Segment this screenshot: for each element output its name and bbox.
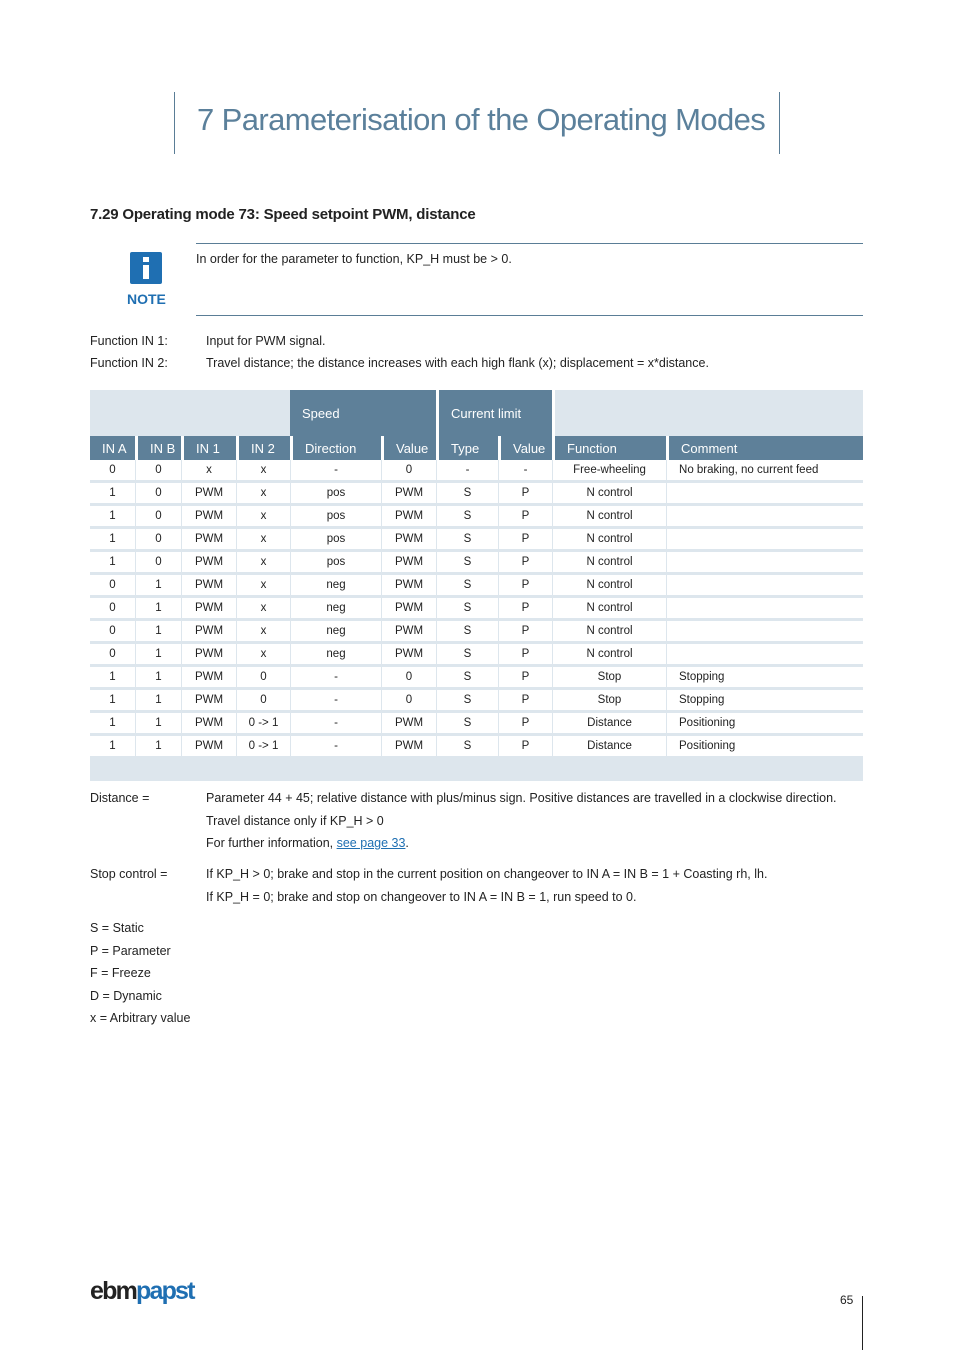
table-cell: [666, 575, 863, 598]
table-cell: N control: [552, 621, 666, 644]
table-row: [90, 690, 863, 713]
table-row: [90, 529, 863, 552]
table-cell: 1: [135, 736, 181, 759]
distance-line-3: [206, 832, 837, 855]
table-cell: PWM: [381, 713, 436, 736]
function-in2-text: Travel distance; the distance increases with each high flank (x); displacement = x*distance.: [206, 356, 709, 370]
table-cell: S: [436, 529, 498, 552]
table-cell: 1: [135, 598, 181, 621]
section-title: 7.29 Operating mode 73: Speed setpoint PWM, distance: [90, 206, 476, 223]
table-cell: 1: [135, 690, 181, 713]
group-header-empty: [90, 390, 290, 436]
table-cell: PWM: [181, 713, 236, 736]
table-cell: P: [498, 667, 552, 690]
table-cell: Stopping: [666, 667, 863, 690]
table-cell: 1: [90, 713, 135, 736]
table-cell: 1: [90, 529, 135, 552]
table-cell: S: [436, 621, 498, 644]
distance-line-3-suffix: .: [405, 836, 409, 850]
table-row: [90, 598, 863, 621]
table-cell: No braking, no current feed: [666, 460, 863, 483]
table-cell: neg: [290, 621, 381, 644]
table-cell: 1: [90, 552, 135, 575]
table-cell: 0: [90, 460, 135, 483]
table-cell: 0: [236, 690, 290, 713]
col-header-in-b: IN B: [135, 436, 181, 460]
legend-item: F = Freeze: [90, 966, 151, 980]
info-icon-dot: [143, 257, 149, 262]
note-label: NOTE: [127, 291, 166, 307]
table-cell: P: [498, 483, 552, 506]
table-cell: x: [236, 460, 290, 483]
col-header-comment: Comment: [666, 436, 863, 460]
table-footer: [90, 759, 863, 781]
table-cell: PWM: [181, 644, 236, 667]
table-cell: 0: [135, 552, 181, 575]
table-cell: 1: [135, 644, 181, 667]
table-cell: x: [236, 644, 290, 667]
table-cell: neg: [290, 598, 381, 621]
table-cell: -: [290, 667, 381, 690]
note-text: In order for the parameter to function, KP_H must be > 0.: [196, 252, 512, 266]
table-cell: 0 -> 1: [236, 736, 290, 759]
table-cell: x: [236, 529, 290, 552]
table-row: [90, 552, 863, 575]
table-cell: PWM: [181, 529, 236, 552]
page-number: 65: [840, 1293, 854, 1307]
table-cell: Stop: [552, 667, 666, 690]
table-cell: Stopping: [666, 690, 863, 713]
col-header-in-2: IN 2: [236, 436, 290, 460]
table-cell: pos: [290, 552, 381, 575]
table-cell: PWM: [381, 644, 436, 667]
table-cell: PWM: [181, 483, 236, 506]
table-cell: [666, 552, 863, 575]
table-cell: S: [436, 690, 498, 713]
table-cell: PWM: [381, 529, 436, 552]
table-cell: 0: [135, 483, 181, 506]
legend-item: S = Static: [90, 921, 144, 935]
stop-control-label: Stop control =: [90, 867, 168, 881]
table-cell: x: [236, 598, 290, 621]
operating-mode-table: [90, 390, 863, 781]
legend-item: x = Arbitrary value: [90, 1011, 191, 1025]
table-cell: [666, 529, 863, 552]
table-cell: 0: [135, 460, 181, 483]
table-body: [90, 460, 863, 759]
table-cell: 0: [236, 667, 290, 690]
table-cell: 1: [135, 667, 181, 690]
table-cell: P: [498, 644, 552, 667]
col-header-direction: Direction: [290, 436, 381, 460]
col-header-in-a: IN A: [90, 436, 135, 460]
group-header-speed: Speed: [290, 390, 436, 436]
table-cell: 0: [90, 644, 135, 667]
table-cell: N control: [552, 552, 666, 575]
col-header-type: Type: [436, 436, 498, 460]
table-cell: P: [498, 575, 552, 598]
table-cell: 0: [135, 529, 181, 552]
table-cell: neg: [290, 575, 381, 598]
table-cell: PWM: [381, 621, 436, 644]
distance-line-3-prefix: For further information,: [206, 836, 337, 850]
page-rule: [862, 1296, 863, 1350]
table-cell: -: [290, 713, 381, 736]
table-cell: neg: [290, 644, 381, 667]
table-cell: P: [498, 713, 552, 736]
distance-label: Distance =: [90, 791, 150, 805]
table-cell: 0: [381, 690, 436, 713]
table-row: [90, 736, 863, 759]
table-cell: PWM: [381, 736, 436, 759]
table-cell: S: [436, 575, 498, 598]
table-cell: N control: [552, 598, 666, 621]
legend-item: P = Parameter: [90, 943, 171, 958]
table-cell: -: [498, 460, 552, 483]
table-cell: 0 -> 1: [236, 713, 290, 736]
table-cell: N control: [552, 575, 666, 598]
table-cell: -: [290, 690, 381, 713]
table-cell: x: [181, 460, 236, 483]
table-cell: PWM: [181, 690, 236, 713]
table-cell: P: [498, 506, 552, 529]
table-row: [90, 460, 863, 483]
distance-line-1: Parameter 44 + 45; relative distance with plus/minus sign. Positive distances are travelled in a clockwise direction.: [206, 791, 837, 805]
table-cell: [666, 483, 863, 506]
table-cell: Positioning: [666, 713, 863, 736]
table-cell: S: [436, 667, 498, 690]
table-cell: N control: [552, 644, 666, 667]
table-cell: 0: [90, 575, 135, 598]
table-cell: [666, 644, 863, 667]
col-header-current-value: Value: [498, 436, 552, 460]
table-cell: x: [236, 621, 290, 644]
col-header-in-1: IN 1: [181, 436, 236, 460]
group-header-current-limit: Current limit: [436, 390, 552, 436]
table-row: [90, 506, 863, 529]
function-in2-label: Function IN 2:: [90, 356, 168, 370]
chapter-title: 7 Parameterisation of the Operating Modes: [197, 102, 766, 137]
col-header-function: Function: [552, 436, 666, 460]
table-cell: P: [498, 736, 552, 759]
stop-control-line-1: If KP_H > 0; brake and stop in the current position on changeover to IN A = IN B = 1 + Coasting rh, lh.: [206, 867, 768, 881]
table-cell: -: [436, 460, 498, 483]
table-cell: 1: [135, 713, 181, 736]
table-cell: 1: [90, 736, 135, 759]
table-group-header-row: [90, 390, 863, 436]
table-row: [90, 621, 863, 644]
chapter-header: [174, 92, 780, 154]
table-header-row: [90, 436, 863, 460]
table-cell: pos: [290, 529, 381, 552]
table-cell: 0: [381, 460, 436, 483]
table-cell: 0: [90, 598, 135, 621]
col-header-speed-value: Value: [381, 436, 436, 460]
table-row: [90, 713, 863, 736]
distance-text: [206, 787, 837, 855]
table-cell: 1: [90, 667, 135, 690]
table-cell: [666, 506, 863, 529]
table-cell: [666, 621, 863, 644]
table-cell: 1: [90, 690, 135, 713]
table-cell: pos: [290, 483, 381, 506]
table-cell: S: [436, 506, 498, 529]
table-cell: S: [436, 598, 498, 621]
function-in1-label: Function IN 1:: [90, 334, 168, 348]
table-cell: PWM: [381, 506, 436, 529]
table-row: [90, 644, 863, 667]
table-cell: Stop: [552, 690, 666, 713]
table-cell: Free-wheeling: [552, 460, 666, 483]
table-cell: 1: [135, 621, 181, 644]
table-cell: x: [236, 552, 290, 575]
table-row: [90, 483, 863, 506]
table-cell: PWM: [181, 552, 236, 575]
info-icon: [130, 252, 162, 284]
info-icon-bar: [143, 265, 149, 279]
table-cell: 1: [90, 506, 135, 529]
table-cell: Distance: [552, 713, 666, 736]
table-cell: PWM: [381, 598, 436, 621]
table-cell: -: [290, 460, 381, 483]
table-cell: P: [498, 552, 552, 575]
table-cell: x: [236, 506, 290, 529]
table-cell: PWM: [181, 736, 236, 759]
table-row: [90, 575, 863, 598]
see-page-link[interactable]: see page 33: [336, 836, 406, 850]
table-cell: S: [436, 644, 498, 667]
table-cell: N control: [552, 529, 666, 552]
stop-control-text: [206, 863, 767, 908]
table-cell: PWM: [181, 598, 236, 621]
table-cell: 1: [135, 575, 181, 598]
group-header-empty-right: [552, 390, 863, 436]
table-cell: PWM: [181, 667, 236, 690]
table-cell: N control: [552, 506, 666, 529]
legend: [90, 917, 190, 1030]
table-cell: P: [498, 529, 552, 552]
table-cell: 0: [135, 506, 181, 529]
table-row: [90, 667, 863, 690]
table-cell: 1: [90, 483, 135, 506]
table-cell: PWM: [381, 552, 436, 575]
function-in1-text: Input for PWM signal.: [206, 334, 326, 348]
table-cell: x: [236, 575, 290, 598]
table-cell: PWM: [181, 621, 236, 644]
table-cell: PWM: [381, 483, 436, 506]
stop-control-line-2: If KP_H = 0; brake and stop on changeover to IN A = IN B = 1, run speed to 0.: [206, 889, 637, 904]
table-cell: -: [290, 736, 381, 759]
table-cell: PWM: [181, 575, 236, 598]
note-box: [196, 243, 863, 316]
table-cell: N control: [552, 483, 666, 506]
table-cell: Positioning: [666, 736, 863, 759]
table-cell: PWM: [181, 506, 236, 529]
table-cell: S: [436, 713, 498, 736]
table-cell: 0: [90, 621, 135, 644]
table-cell: S: [436, 736, 498, 759]
table-cell: S: [436, 552, 498, 575]
ebmpapst-logo: ebmpapst: [90, 1277, 194, 1305]
table-cell: PWM: [381, 575, 436, 598]
legend-item: D = Dynamic: [90, 988, 162, 1003]
table-cell: P: [498, 690, 552, 713]
table-cell: S: [436, 483, 498, 506]
table-cell: Distance: [552, 736, 666, 759]
table-cell: x: [236, 483, 290, 506]
table-cell: pos: [290, 506, 381, 529]
table-cell: [666, 598, 863, 621]
distance-line-2: Travel distance only if KP_H > 0: [206, 813, 384, 828]
table-cell: 0: [381, 667, 436, 690]
table-cell: P: [498, 598, 552, 621]
table-cell: P: [498, 621, 552, 644]
